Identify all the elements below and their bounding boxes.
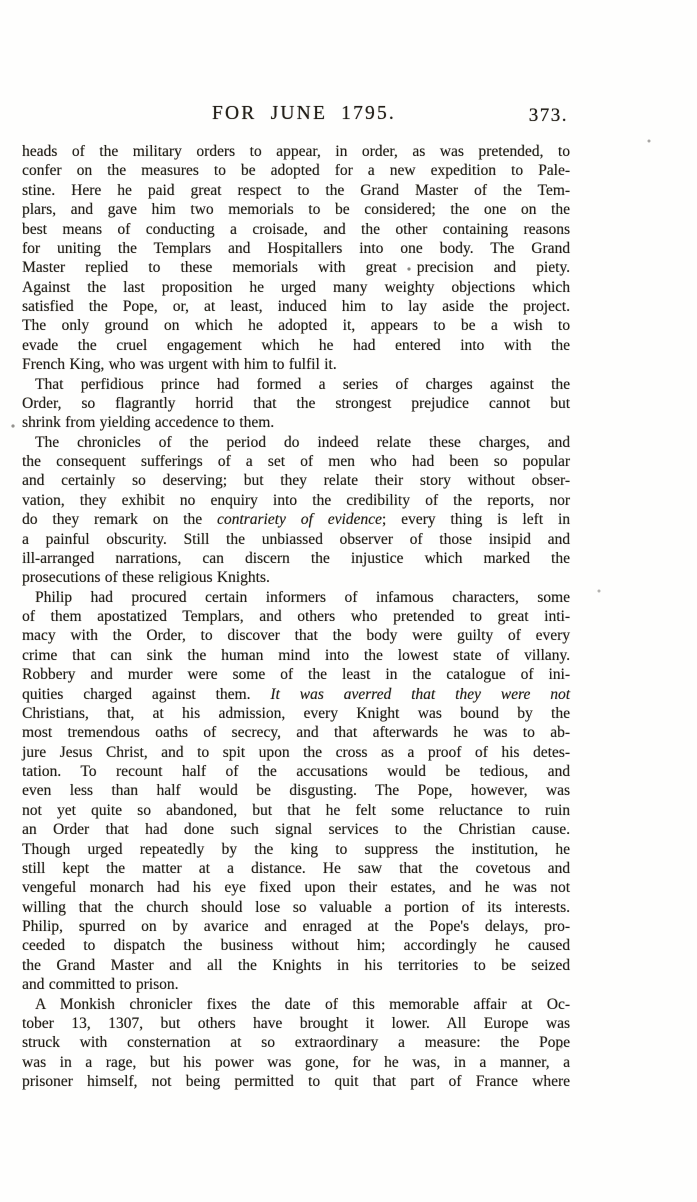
paragraph — [22, 588, 570, 995]
text-line: Robbery and murder were some of the least in the catalogue of ini- — [22, 666, 570, 684]
text-line: Philip, spurred on by avarice and enraged at the Pope's delays, pro- — [22, 918, 570, 935]
text-line: Though urged repeatedly by the king to suppress the institution, he — [22, 840, 570, 858]
paragraph — [22, 995, 570, 1092]
text-line: and certainly so deserving; but they relate their story without obser- — [22, 472, 570, 490]
text-line: ill-arranged narrations, can discern the injustice which marked the — [22, 549, 570, 567]
text-line: best means of conducting a croisade, and the other containing reasons — [22, 220, 570, 238]
text-line: not yet quite so abandoned, but that he felt some reluctance to ruin — [22, 801, 570, 819]
text-line: vengeful monarch had his eye fixed upon their estates, and he was not — [22, 879, 570, 897]
text-line: Philip had procured certain informers of infamous characters, some — [35, 588, 570, 606]
text-line: shrink from yielding accedence to them. — [22, 414, 275, 432]
text-line: prosecutions of these religious Knights. — [22, 569, 270, 587]
text-line: heads of the military orders to appear, in order, as was pretended, to — [22, 143, 570, 160]
text-line: for uniting the Templars and Hospitallers into one body. The Grand — [22, 239, 570, 257]
text-line: Order, so flagrantly horrid that the strongest prejudice cannot but — [22, 394, 570, 412]
text-line: tation. To recount half of the accusations would be tedious, and — [22, 763, 570, 780]
text-line: most tremendous oaths of secrecy, and that afterwards he was to ab- — [22, 724, 570, 742]
page-header — [22, 103, 570, 129]
text-line: a painful obscurity. Still the unbiassed observer of those insipid and — [22, 530, 570, 548]
text-line: the consequent sufferings of a set of men who had been so popular — [22, 453, 570, 470]
text-line: satisfied the Pope, or, at least, induced him to lay aside the project. — [22, 298, 570, 315]
paragraph — [22, 375, 570, 433]
text-line: ceeded to dispatch the business without him; accordingly he caused — [22, 937, 570, 955]
text-line: That perfidious prince had formed a series of charges against the — [35, 375, 570, 393]
text-line: crime that can sink the human mind into the lowest state of villany. — [22, 646, 570, 664]
text-line: stine. Here he paid great respect to the Grand Master of the Tem- — [22, 181, 570, 199]
paragraph — [22, 142, 570, 375]
running-header: FOR JUNE 1795. — [211, 103, 397, 124]
text-line: the Grand Master and all the Knights in his territories to be seized — [22, 956, 570, 974]
text-line: The chronicles of the period do indeed relate these charges, and — [35, 433, 570, 451]
text-line: The only ground on which he adopted it, appears to be a wish to — [22, 317, 570, 335]
text-line: of them apostatized Templars, and others who pretended to great inti- — [22, 608, 570, 625]
text-line: plars, and gave him two memorials to be considered; the one on the — [22, 201, 570, 219]
text-line: French King, who was urgent with him to fulfil it. — [22, 356, 337, 374]
text-line: Christians, that, at his admission, every Knight was bound by the — [22, 704, 570, 722]
scan-specks — [0, 0, 2, 2]
text-line: prisoner himself, not being permitted to quit that part of France where — [22, 1073, 570, 1090]
text-line: evade the cruel engagement which he had entered into with the — [22, 336, 570, 354]
text-line: macy with the Order, to discover that the body were guilty of every — [22, 627, 570, 645]
italic-phrase: contrariety of evidence — [216, 511, 382, 529]
text-line: A Monkish chronicler fixes the date of this memorable affair at Oc- — [35, 995, 570, 1013]
text-line: was in a rage, but his power was gone, for he was, in a manner, a — [22, 1053, 570, 1071]
text-line: Master replied to these memorials with great precision and piety. — [22, 259, 570, 277]
text-line: confer on the measures to be adopted for a new expedition to Pale- — [22, 162, 570, 180]
text-line: tober 13, 1307, but others have brought it lower. All Europe was — [22, 1014, 570, 1032]
italic-phrase: It was averred that they were not — [270, 685, 570, 703]
text-line: an Order that had done such signal services to the Christian cause. — [22, 821, 570, 839]
page-number: 373. — [528, 105, 568, 126]
text-line: even less than half would be disgusting. The Pope, however, was — [22, 782, 570, 800]
text-line: jure Jesus Christ, and to spit upon the cross as a proof of his detes- — [22, 743, 570, 761]
text-line: quities charged against them. It was averred that they were not — [22, 685, 570, 703]
text-line: willing that the church should lose so valuable a portion of its interests. — [22, 898, 570, 916]
text-line: vation, they exhibit no enquiry into the credibility of the reports, nor — [22, 491, 570, 509]
text-line: still kept the matter at a distance. He saw that the covetous and — [22, 859, 570, 877]
paragraph — [22, 433, 570, 588]
text-line: struck with consternation at so extraordinary a measure: the Pope — [22, 1034, 570, 1052]
text-line: Against the last proposition he urged many weighty objections which — [22, 278, 570, 296]
text-line: do they remark on the contrariety of evidence; every thing is left in — [22, 511, 571, 529]
page-body — [22, 142, 570, 1091]
text-line: and committed to prison. — [22, 976, 179, 994]
